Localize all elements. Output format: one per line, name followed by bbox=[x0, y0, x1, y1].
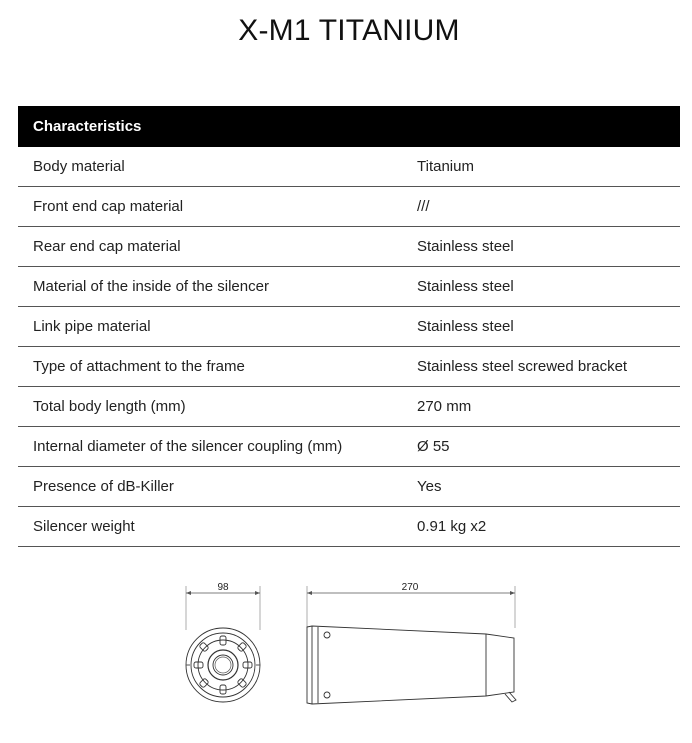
row-value: Stainless steel bbox=[417, 318, 514, 335]
technical-drawing bbox=[0, 570, 692, 738]
row-value: /// bbox=[417, 198, 430, 215]
row-label: Presence of dB-Killer bbox=[33, 478, 174, 495]
table-row bbox=[18, 347, 680, 387]
table-row bbox=[18, 387, 680, 427]
row-value: 270 mm bbox=[417, 398, 472, 415]
front-view bbox=[186, 628, 260, 702]
table-row bbox=[18, 147, 680, 187]
table-row bbox=[18, 187, 680, 227]
row-label: Total body length (mm) bbox=[33, 398, 186, 415]
row-label: Silencer weight bbox=[33, 518, 135, 535]
table-row bbox=[18, 507, 680, 547]
row-value: Stainless steel bbox=[417, 238, 514, 255]
row-label: Front end cap material bbox=[33, 198, 184, 215]
row-value: Ø 55 bbox=[417, 438, 450, 455]
table-header: Characteristics bbox=[18, 106, 680, 147]
row-label: Link pipe material bbox=[33, 318, 151, 335]
row-value: 0.91 kg x2 bbox=[417, 518, 487, 535]
dimension-label-length: 270 bbox=[401, 582, 419, 593]
table-row bbox=[18, 307, 680, 347]
table-row bbox=[18, 227, 680, 267]
table-row bbox=[18, 427, 680, 467]
row-label: Material of the inside of the silencer bbox=[33, 278, 269, 295]
row-value: Yes bbox=[417, 478, 442, 495]
row-label: Type of attachment to the frame bbox=[33, 358, 245, 375]
row-label: Rear end cap material bbox=[33, 238, 181, 255]
row-value: Stainless steel bbox=[417, 278, 514, 295]
table-row bbox=[18, 467, 680, 507]
row-label: Body material bbox=[33, 158, 125, 175]
side-view bbox=[307, 626, 516, 704]
table-row bbox=[18, 267, 680, 307]
page-title: X-M1 TITANIUM bbox=[238, 14, 460, 47]
row-value: Titanium bbox=[417, 158, 474, 175]
dimension-label-front: 98 bbox=[217, 582, 229, 593]
silencer-drawing-svg bbox=[0, 570, 692, 738]
characteristics-table bbox=[18, 106, 680, 547]
row-value: Stainless steel screwed bracket bbox=[417, 358, 628, 375]
row-label: Internal diameter of the silencer coupling (mm) bbox=[33, 438, 343, 455]
